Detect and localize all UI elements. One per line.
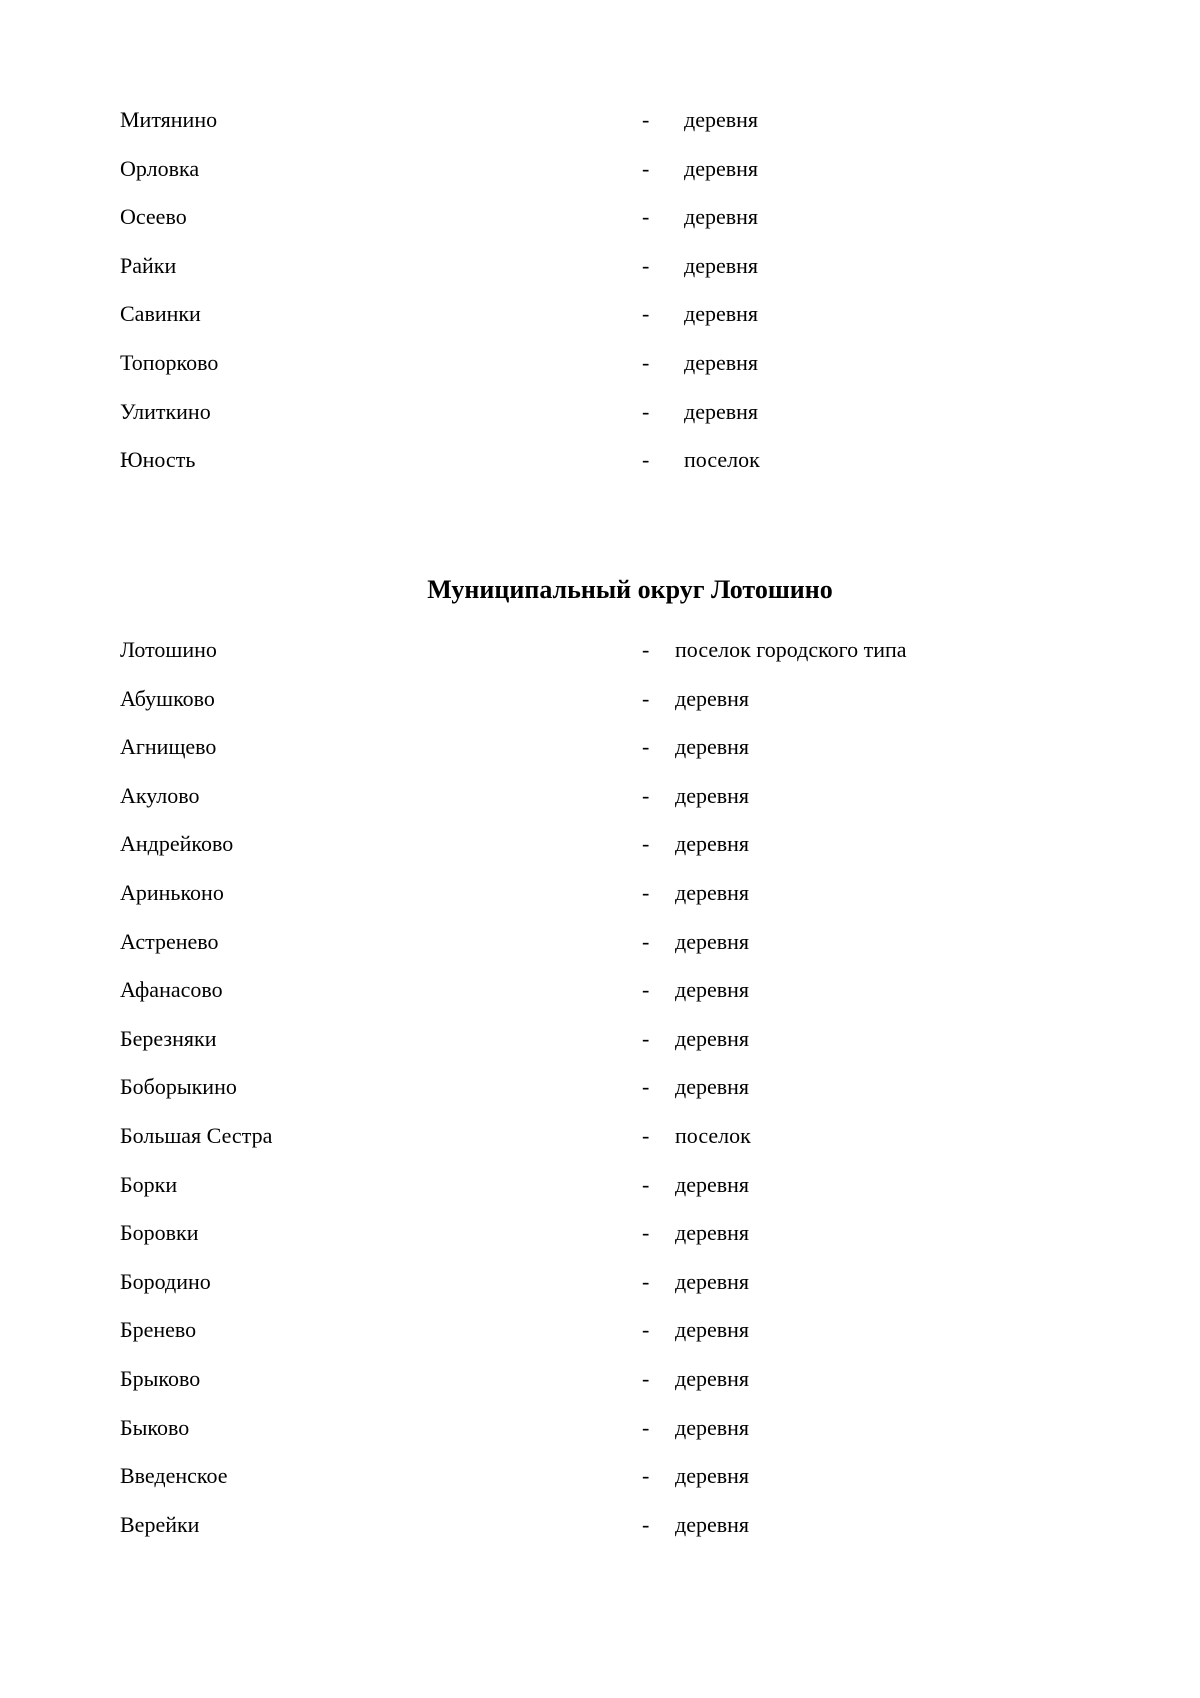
settlement-row (120, 1073, 1020, 1122)
dash-separator: - (642, 831, 650, 857)
dash-separator: - (642, 1317, 650, 1343)
settlement-type: деревня (675, 734, 750, 760)
settlement-type: деревня (684, 252, 759, 278)
settlement-name: Савинки (120, 301, 201, 327)
settlement-row (120, 1171, 1020, 1220)
dash-separator: - (642, 734, 650, 760)
settlement-type: деревня (675, 1171, 750, 1197)
settlement-name: Орловка (120, 155, 200, 181)
settlement-row (120, 1462, 1020, 1511)
settlement-type: деревня (675, 1074, 750, 1100)
settlement-list-bottom (120, 636, 1020, 1559)
settlement-row (120, 1122, 1020, 1171)
settlement-name: Боровки (120, 1220, 199, 1246)
settlement-row (120, 1414, 1020, 1463)
settlement-row (120, 203, 1020, 252)
settlement-name: Митянино (120, 107, 218, 132)
settlement-row (120, 300, 1020, 349)
dash-separator: - (642, 782, 650, 808)
settlement-name: Астренево (120, 928, 219, 954)
settlement-type: поселок (675, 1122, 751, 1148)
settlement-row (120, 879, 1020, 928)
settlement-type: деревня (675, 1317, 750, 1343)
settlement-type: деревня (675, 685, 750, 711)
settlement-type: деревня (684, 107, 759, 132)
settlement-row (120, 782, 1020, 831)
settlement-type: деревня (675, 1511, 750, 1537)
settlement-name: Андрейково (120, 831, 234, 857)
dash-separator: - (642, 1220, 650, 1246)
settlement-type: деревня (675, 928, 750, 954)
settlement-row (120, 1511, 1020, 1560)
settlement-type: поселок (684, 447, 760, 473)
dash-separator: - (642, 1414, 650, 1440)
section-heading: Муниципальный округ Лотошино (427, 575, 833, 604)
dash-separator: - (642, 204, 650, 230)
settlement-row (120, 1219, 1020, 1268)
settlement-name: Березняки (120, 1025, 217, 1051)
dash-separator: - (642, 685, 650, 711)
settlement-row (120, 1268, 1020, 1317)
dash-separator: - (642, 252, 650, 278)
settlement-type: деревня (675, 1268, 750, 1294)
dash-separator: - (642, 1365, 650, 1391)
settlement-row (120, 1316, 1020, 1365)
settlement-name: Боборыкино (120, 1074, 237, 1100)
dash-separator: - (642, 1025, 650, 1051)
settlement-type: поселок городского типа (675, 637, 907, 662)
settlement-name: Брыково (120, 1365, 201, 1391)
settlement-name: Большая Сестра (120, 1122, 273, 1148)
settlement-name: Верейки (120, 1511, 200, 1537)
settlement-row (120, 446, 1020, 495)
dash-separator: - (642, 1171, 650, 1197)
settlement-type: деревня (684, 349, 759, 375)
settlement-type: деревня (675, 977, 750, 1003)
settlement-row (120, 685, 1020, 734)
settlement-name: Афанасово (120, 977, 223, 1003)
settlement-name: Бородино (120, 1268, 211, 1294)
settlement-name: Лотошино (120, 637, 217, 662)
settlement-name: Акулово (120, 782, 200, 808)
settlement-name: Улиткино (120, 398, 211, 424)
settlement-type: деревня (675, 1414, 750, 1440)
dash-separator: - (642, 1463, 650, 1489)
settlement-type: деревня (684, 204, 759, 230)
settlement-name: Топорково (120, 349, 219, 375)
settlement-row (120, 636, 1020, 685)
dash-separator: - (642, 155, 650, 181)
settlement-row (120, 252, 1020, 301)
settlement-name: Борки (120, 1171, 178, 1197)
settlement-type: деревня (675, 831, 750, 857)
settlement-name: Юность (120, 447, 196, 473)
dash-separator: - (642, 301, 650, 327)
dash-separator: - (642, 928, 650, 954)
settlement-list-top (120, 106, 1020, 495)
dash-separator: - (642, 1074, 650, 1100)
settlement-name: Ариньконо (120, 879, 224, 905)
settlement-type: деревня (675, 1220, 750, 1246)
settlement-row (120, 155, 1020, 204)
settlement-name: Абушково (120, 685, 215, 711)
settlement-type: деревня (684, 301, 759, 327)
settlement-type: деревня (675, 879, 750, 905)
settlement-type: деревня (675, 1365, 750, 1391)
settlement-type: деревня (675, 1025, 750, 1051)
dash-separator: - (642, 349, 650, 375)
settlement-name: Бренево (120, 1317, 197, 1343)
settlement-name: Осеево (120, 204, 187, 230)
settlement-name: Быково (120, 1414, 190, 1440)
settlement-row (120, 733, 1020, 782)
dash-separator: - (642, 447, 650, 473)
dash-separator: - (642, 398, 650, 424)
dash-separator: - (642, 977, 650, 1003)
settlement-row (120, 398, 1020, 447)
settlement-type: деревня (675, 782, 750, 808)
dash-separator: - (642, 1122, 650, 1148)
settlement-row (120, 349, 1020, 398)
settlement-row (120, 928, 1020, 977)
dash-separator: - (642, 107, 650, 132)
settlement-row (120, 830, 1020, 879)
settlement-type: деревня (684, 155, 759, 181)
settlement-row (120, 1025, 1020, 1074)
settlement-row (120, 106, 1020, 155)
settlement-name: Введенское (120, 1463, 228, 1489)
dash-separator: - (642, 1511, 650, 1537)
settlement-type: деревня (684, 398, 759, 424)
dash-separator: - (642, 879, 650, 905)
settlement-name: Райки (120, 252, 177, 278)
settlement-type: деревня (675, 1463, 750, 1489)
dash-separator: - (642, 1268, 650, 1294)
settlement-row (120, 1365, 1020, 1414)
settlement-row (120, 976, 1020, 1025)
settlement-name: Агнищево (120, 734, 217, 760)
dash-separator: - (642, 637, 650, 662)
